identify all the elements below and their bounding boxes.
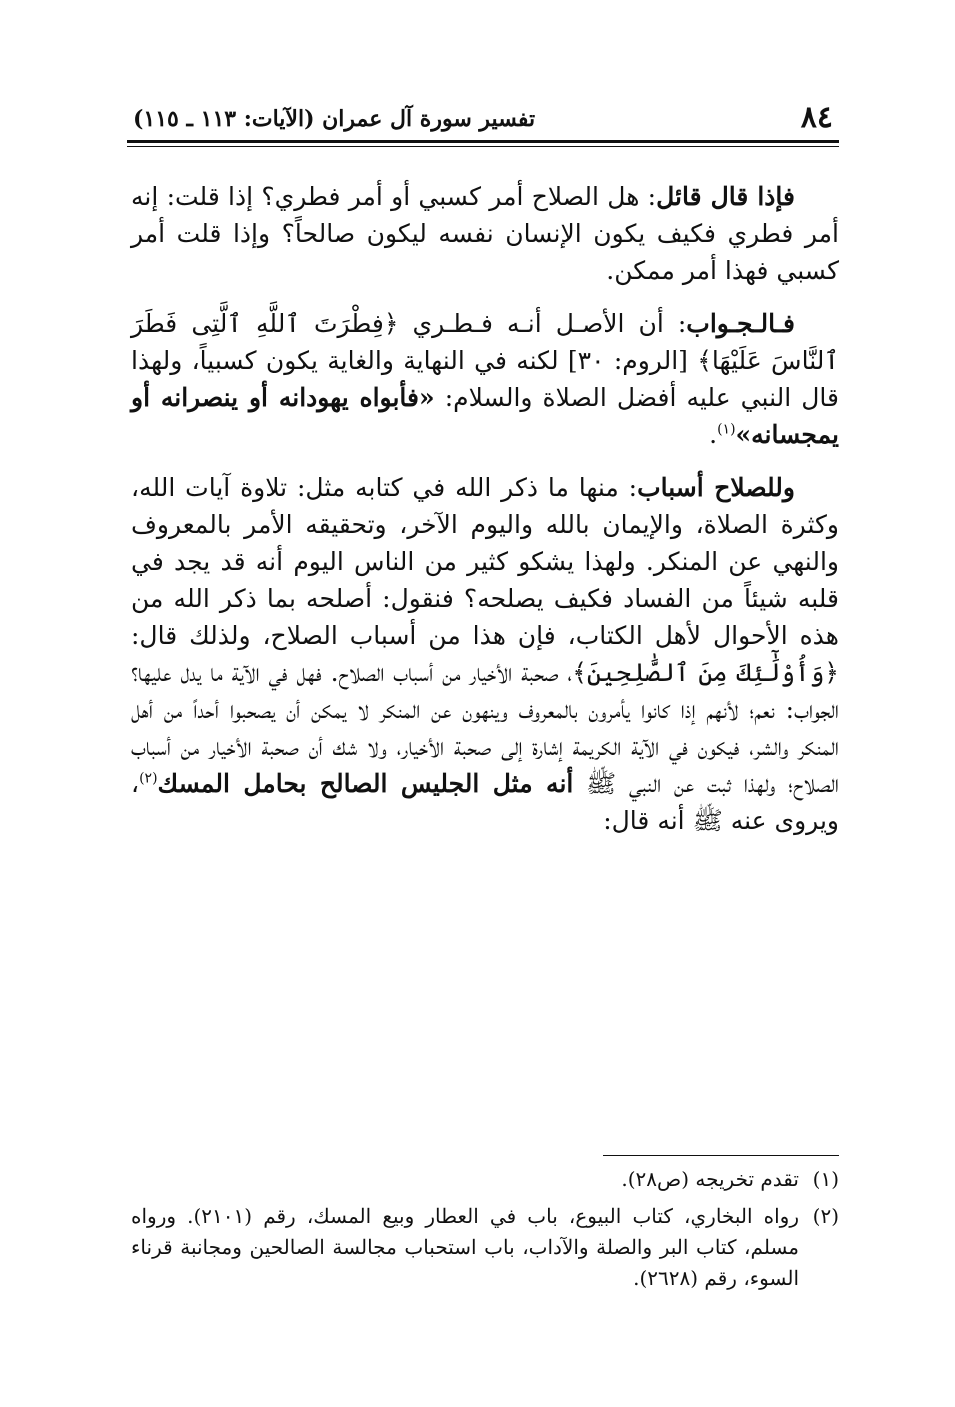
- paragraph-text: [الروم: ٣٠] لكنه في النهاية والغاية يكون كسبياً، ولهذا قال النبي عليه أفضل الصلاة والسلام:: [131, 346, 839, 412]
- quran-verse: ﴿وَأُوْلَٰٓئِكَ مِنَ ٱلصَّٰلِحِينَ﴾: [572, 658, 839, 687]
- hadith-quote: «فأبواه يهودانه أو ينصرانه أو يمجسانه»: [131, 383, 839, 449]
- footnotes: [131, 1164, 839, 1300]
- footnote-number: (١): [812, 1167, 839, 1191]
- footnote: [131, 1201, 839, 1294]
- header-rule-thick: [127, 140, 839, 143]
- paragraph-causes: [131, 469, 839, 839]
- paragraph-lead: فإذا قال قائل: [656, 182, 795, 211]
- footnote: [131, 1164, 839, 1195]
- paragraph-question: [131, 178, 839, 289]
- footnote-text: رواه البخاري، كتاب البيوع، باب في العطار وبيع المسك، رقم (٢١٠١). ورواه مسلم، كتاب البر والصلة والآداب، باب استحباب مجالسة الصالحين ومجانبة قرناء السوء، رقم (٢٦٢٨).: [131, 1204, 799, 1290]
- page-number: ٨٤: [800, 100, 833, 135]
- paragraph-text: : أن الأصـل أنـه فـطـري: [398, 309, 687, 338]
- footnote-ref[interactable]: (١): [717, 421, 736, 438]
- paragraph-text: : منها ما ذكر الله في كتابه مثل: تلاوة آيات الله، وكثرة الصلاة، والإيمان بالله واليوم الآخر، وتحقيقه الأمر بالمعروف والنهي عن المنكر. ولهذا يشكو كثير من الناس اليوم أنه قد يجد في قلبه شيئاً من الفساد فكيف يصلحه؟ فنقول: أصلحه بما ذكر الله من هذه الأحوال لأهل الكتاب، فإن هذا من أسباب الصلاح، ولذلك قال:: [131, 473, 839, 650]
- hadith-quote: أنه مثل الجليس الصالح بحامل المسك: [157, 769, 574, 798]
- paragraph-text: .: [709, 420, 718, 449]
- main-text: [131, 178, 839, 839]
- page-header: [127, 100, 839, 142]
- footnote-ref[interactable]: (٢): [139, 770, 158, 787]
- paragraph-answer: [131, 305, 839, 453]
- paragraph-lead: وللصلاح أسباب: [637, 473, 795, 502]
- paragraph-text: ، صحبة الأخيار من أسباب الصلاح. فهل في الآية ما يدل عليها؟ الجواب: نعم؛ لأنهم إذا كانوا يأمرون بالمعروف وينهون عن المنكر لا يمكن أن يصحبوا أحداً من أهل المنكر والشر، فيكون في الآية الكريمة إشارة إلى صحبة الأخيار، ولا شك أن صحبة الأخيار من أسباب الصلاح؛ ولهذا ثبت عن النبي ﷺ: [131, 658, 839, 798]
- paragraph-lead: فـالـجـواب: [686, 309, 795, 338]
- paragraph-text: ، ويروى عنه ﷺ أنه قال:: [131, 769, 839, 835]
- quran-verse: ﴿فِطْرَتَ ٱللَّهِ ٱلَّتِى فَطَرَ ٱلنَّاسَ عَلَيْهَا﴾: [131, 309, 839, 375]
- paragraph-text: : هل الصلاح أمر كسبي أو أمر فطري؟ إذا قلت: إنه أمر فطري فكيف يكون الإنسان نفسه ليكون صالحاً؟ وإذا قلت أمر كسبي فهذا أمر ممكن.: [131, 182, 839, 285]
- header-rule-thin: [127, 146, 839, 147]
- footnote-text: تقدم تخريجه (ص٢٨).: [621, 1167, 799, 1191]
- footnote-number: (٢): [812, 1204, 839, 1228]
- running-title: تفسير سورة آل عمران (الآيات: ١١٣ ـ ١١٥): [133, 106, 536, 132]
- footnote-separator: [603, 1155, 839, 1156]
